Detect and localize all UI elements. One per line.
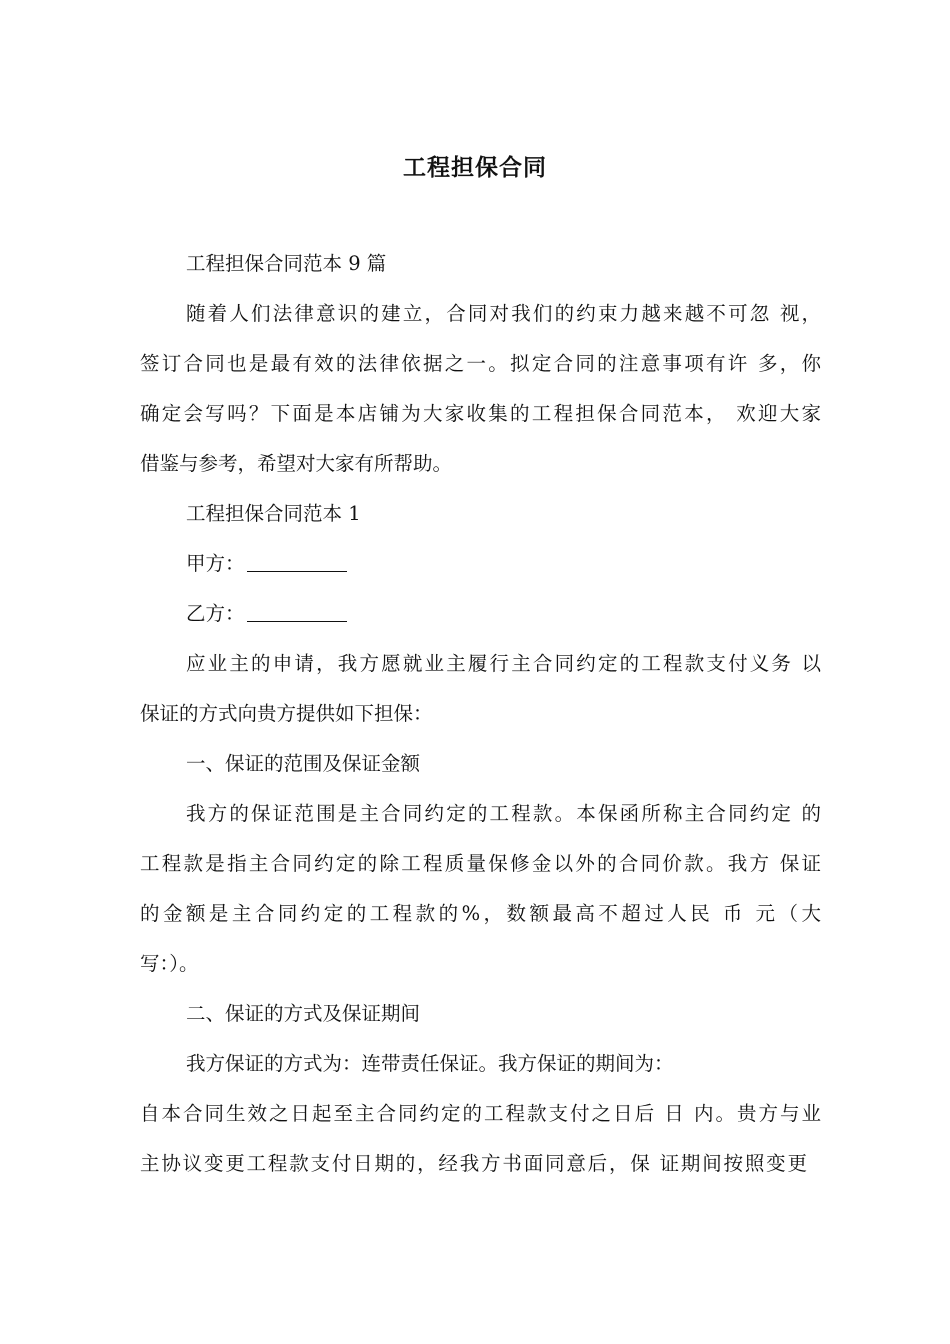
section-heading: 工程担保合同范本 1 — [186, 502, 361, 525]
paragraph-line: 随着人们法律意识的建立，合同对我们的约束力越来越不可忽 视， — [186, 302, 821, 325]
paragraph-line: 保证的方式向贵方提供如下担保： — [140, 702, 433, 725]
paragraph-line: 自本合同生效之日起至主合同约定的工程款支付之日后 日 内。贵方与业 — [140, 1102, 821, 1125]
document-title: 工程担保合同 — [403, 154, 547, 181]
paragraph-line: 我方的保证范围是主合同约定的工程款。本保函所称主合同约定 的 — [186, 802, 821, 825]
paragraph-line: 签订合同也是最有效的法律依据之一。拟定合同的注意事项有许 多，你 — [140, 352, 821, 375]
paragraph-line: 主协议变更工程款支付日期的，经我方书面同意后，保 证期间按照变更 — [140, 1152, 807, 1175]
paragraph-line: 应业主的申请，我方愿就业主履行主合同约定的工程款支付义务 以 — [186, 652, 821, 675]
subtitle-line: 工程担保合同范本 9 篇 — [186, 252, 387, 275]
party-a-label: 甲方： — [186, 552, 245, 575]
paragraph-line: 写：）。 — [140, 952, 199, 975]
clause-heading: 二、保证的方式及保证期间 — [186, 1002, 421, 1025]
clause-heading: 一、保证的范围及保证金额 — [186, 752, 421, 775]
paragraph-line: 确定会写吗？下面是本店铺为大家收集的工程担保合同范本， 欢迎大家 — [140, 402, 821, 425]
party-b-line — [186, 599, 347, 629]
paragraph-line: 借鉴与参考，希望对大家有所帮助。 — [140, 452, 453, 475]
paragraph-line: 我方保证的方式为：连带责任保证。我方保证的期间为： — [186, 1052, 674, 1075]
party-b-blank — [247, 601, 347, 622]
party-a-blank — [247, 551, 347, 572]
paragraph-line: 的金额是主合同约定的工程款的%，数额最高不超过人民 币 元（大 — [140, 902, 821, 925]
party-b-label: 乙方： — [186, 602, 245, 625]
party-a-line — [186, 549, 347, 579]
paragraph-line: 工程款是指主合同约定的除工程质量保修金以外的合同价款。我方 保证 — [140, 852, 821, 875]
